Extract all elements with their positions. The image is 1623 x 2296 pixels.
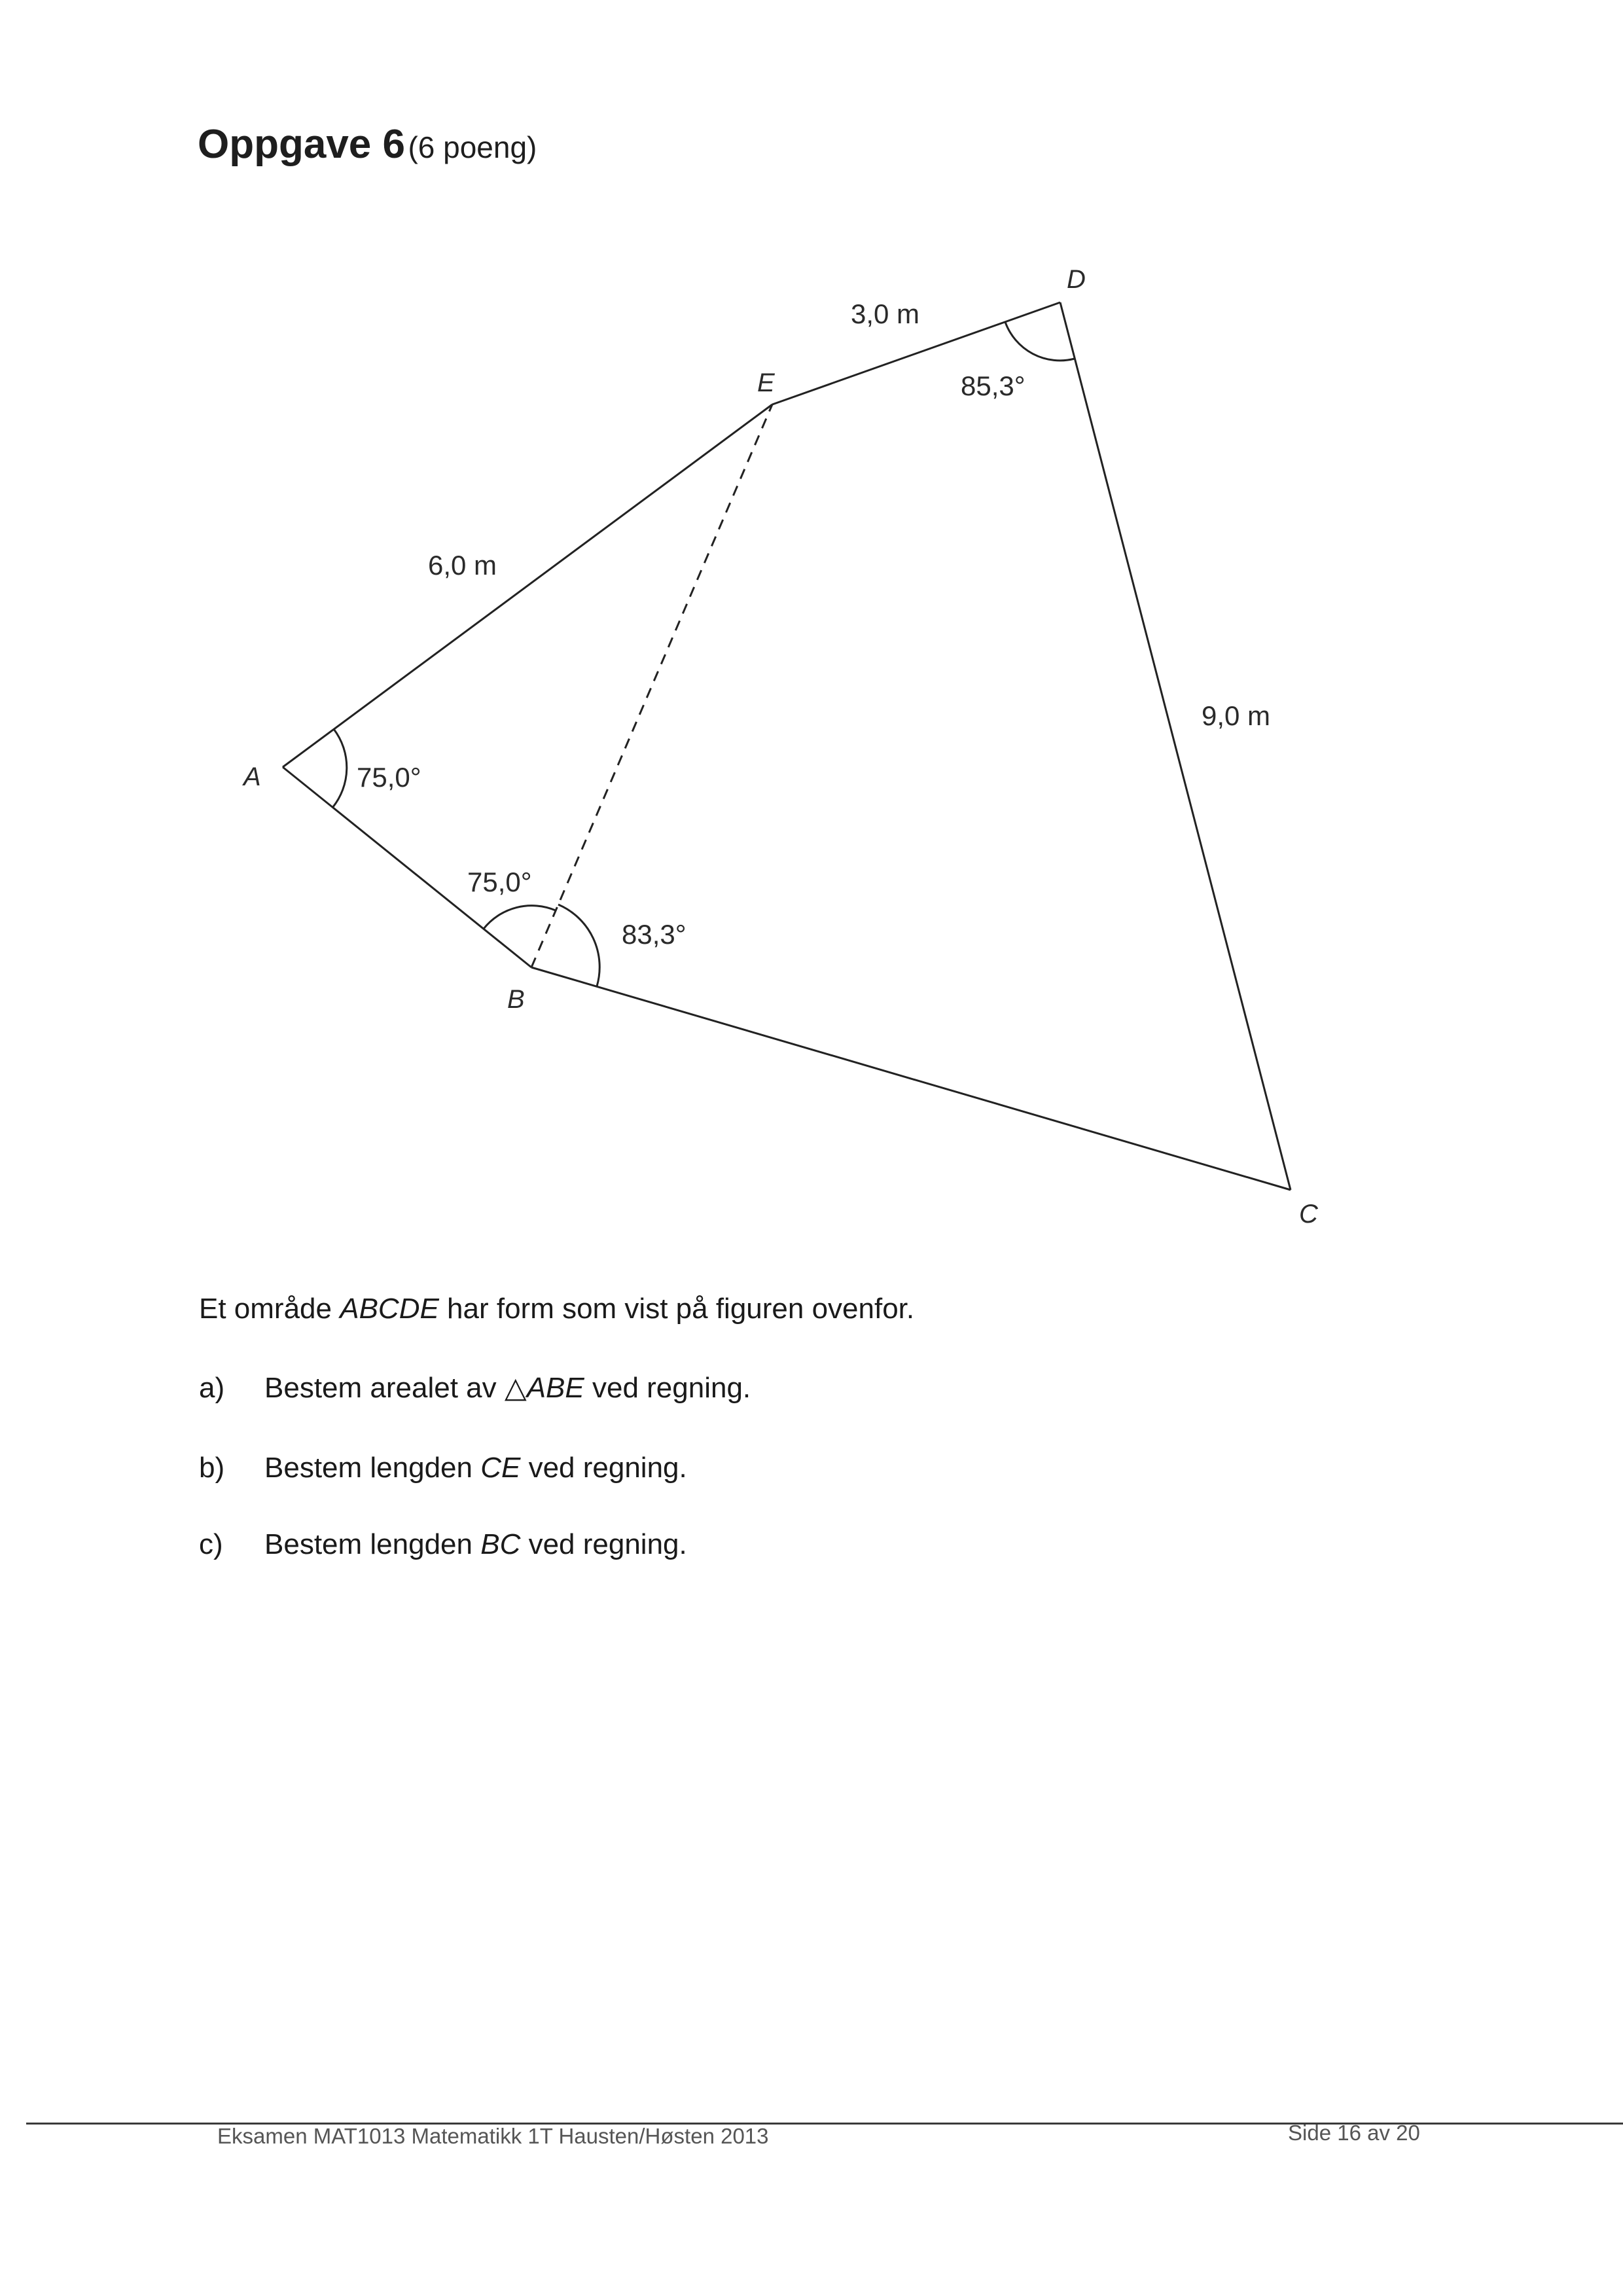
- triangle-symbol-icon: △: [504, 1372, 527, 1404]
- question-b-text: Bestem lengden: [264, 1452, 481, 1484]
- angle-label-a: 75,0°: [357, 762, 421, 793]
- question-b-letter: b): [199, 1452, 225, 1484]
- footer-page-number: Side 16 av 20: [1288, 2121, 1420, 2145]
- intro-region-name: ABCDE: [340, 1293, 439, 1325]
- vertex-label-a: A: [243, 762, 261, 791]
- length-label-dc: 9,0 m: [1202, 700, 1271, 731]
- question-a-math: ABE: [526, 1372, 584, 1404]
- vertex-label-c: C: [1299, 1200, 1318, 1229]
- question-c-letter: c): [199, 1528, 223, 1560]
- problem-intro: [199, 1293, 914, 1325]
- task-points: (6 poeng): [408, 130, 537, 164]
- vertex-label-d: D: [1067, 265, 1086, 294]
- question-a-letter: a): [199, 1372, 225, 1404]
- side-ae: [283, 404, 772, 767]
- side-dc: [1060, 302, 1291, 1190]
- length-label-ed: 3,0 m: [851, 298, 920, 329]
- question-b-math: CE: [480, 1452, 521, 1484]
- angle-label-b-abe: 75,0°: [467, 867, 532, 897]
- question-a-text: Bestem arealet av: [264, 1372, 505, 1404]
- intro-text-before: Et område: [199, 1293, 340, 1325]
- angle-label-d: 85,3°: [961, 370, 1026, 401]
- question-a-tail: ved regning.: [584, 1372, 751, 1404]
- question-b-tail: ved regning.: [520, 1452, 687, 1484]
- question-c-math: BC: [480, 1528, 521, 1560]
- side-cb: [531, 967, 1291, 1190]
- vertex-label-e: E: [757, 368, 775, 397]
- length-label-ae: 6,0 m: [428, 550, 497, 581]
- vertex-label-b: B: [507, 985, 525, 1014]
- angle-arc-b-abe: [484, 906, 556, 929]
- question-c-tail: ved regning.: [520, 1528, 687, 1560]
- task-title: Oppgave 6: [198, 122, 405, 167]
- question-b: [199, 1452, 687, 1484]
- question-a: [199, 1371, 751, 1405]
- angle-arc-d: [1005, 322, 1075, 361]
- angle-label-b-ebc: 83,3°: [622, 919, 687, 950]
- diagonal-be: [531, 404, 772, 967]
- angle-arc-b-ebc: [558, 905, 599, 986]
- question-c-text: Bestem lengden: [264, 1528, 481, 1560]
- question-c: [199, 1528, 687, 1561]
- intro-text-after: har form som vist på figuren ovenfor.: [438, 1293, 915, 1325]
- angle-arc-a: [332, 729, 347, 808]
- footer-exam-title: Eksamen MAT1013 Matematikk 1T Hausten/Høsten 2013: [217, 2124, 769, 2148]
